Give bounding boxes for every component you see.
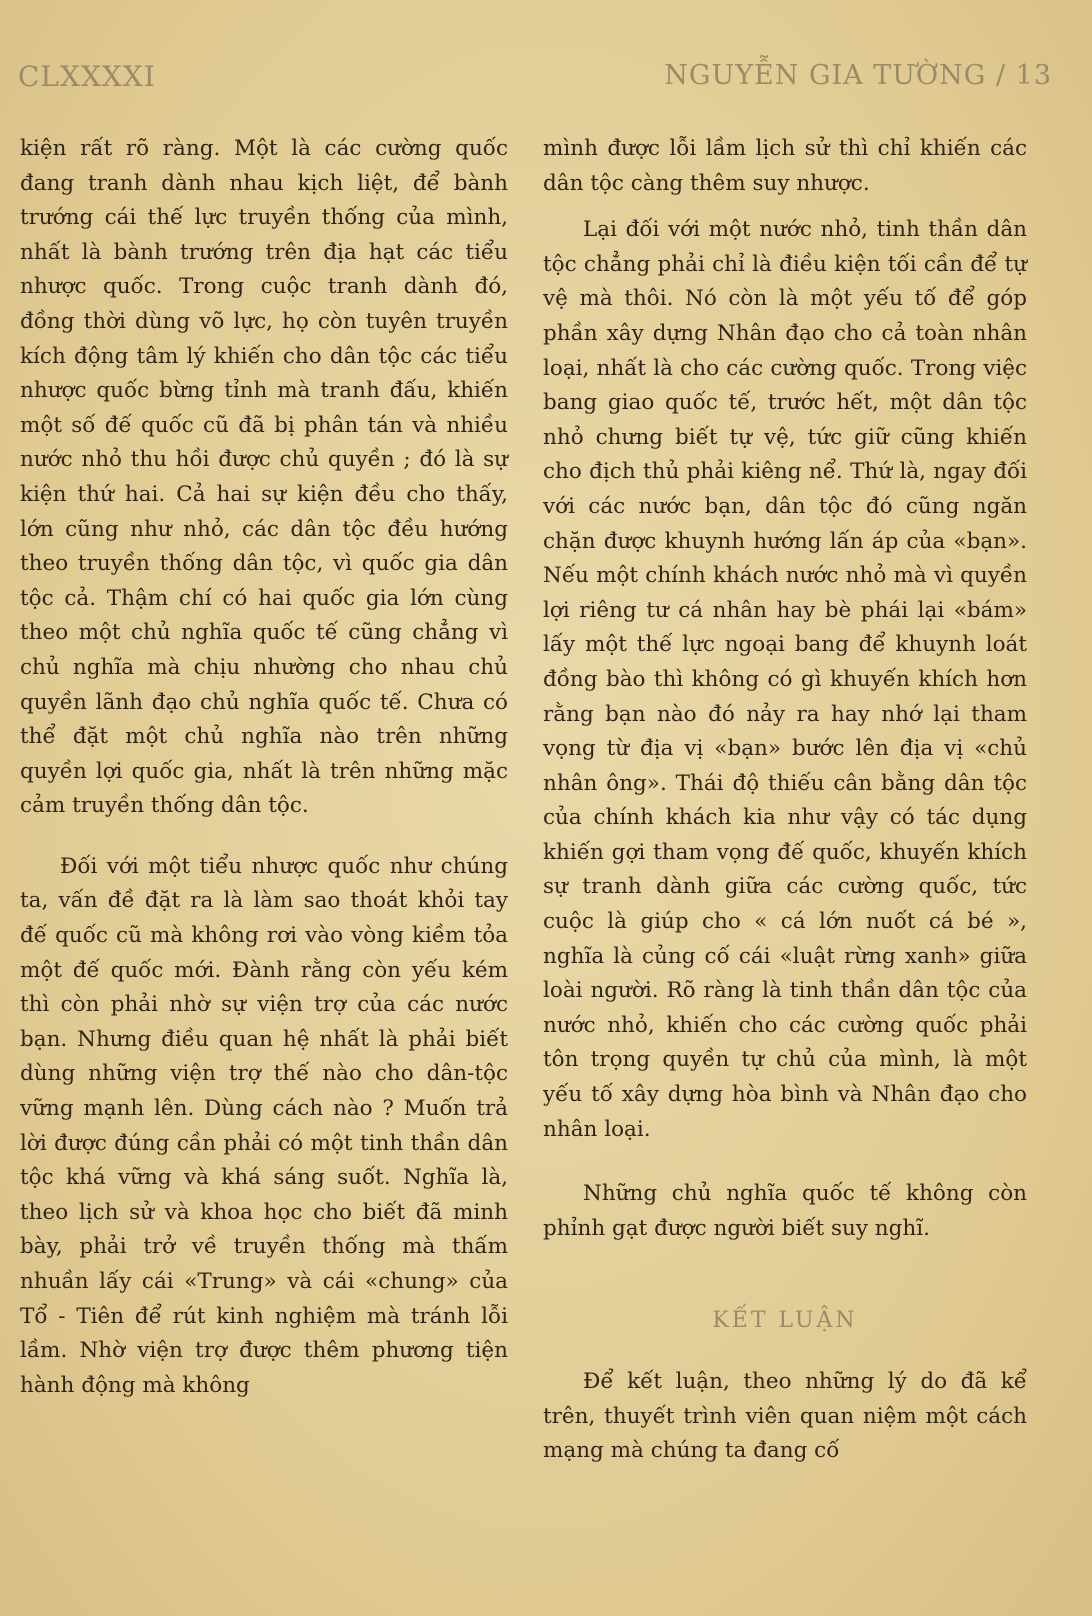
paragraph: mình được lỗi lầm lịch sử thì chỉ khiến các dân tộc càng thêm suy nhược. [543,136,1027,196]
left-column [20,132,508,1403]
right-column [543,132,1027,1469]
header-left: CLXXXXI [18,60,156,93]
paragraph: Lại đối với một nước nhỏ, tinh thần dân tộc chẳng phải chỉ là điều kiện tối cần để tự vệ mà thôi. Nó còn là một yếu tố để góp phần xây dựng Nhân đạo cho cả toàn nhân loại, nhất là cho các cường quốc. Trong việc bang giao quốc tế, trước hết, một dân tộc nhỏ chưng biết tự vệ, tức giữ cũng khiến cho địch thủ phải kiêng nể. Thứ là, ngay đối với các nước bạn, dân tộc đó cũng ngăn chặn được khuynh hướng lấn áp của «bạn». Nếu một chính khách nước nhỏ mà vì quyền lợi riêng tư cá nhân hay bè phái lại «bám» lấy một thế lực ngoại bang để khuynh loát đồng bào thì không có gì khuyến khích hơn rằng bạn nào đó nảy ra hay nhớ lại tham vọng từ địa vị «bạn» bước lên địa vị «chủ nhân ông». Thái độ thiếu cân bằng dân tộc của chính khách kia như vậy có tác dụng khiến gợi tham vọng đế quốc, khuyến khích sự tranh dành giữa các cường quốc, tức cuộc là giúp cho « cá lớn nuốt cá bé », nghĩa là củng cố cái «luật rừng xanh» giữa loài người. Rõ ràng là tinh thần dân tộc của nước nhỏ, khiến cho các cường quốc phải tôn trọng quyền tự chủ của mình, là một yếu tố xây dựng hòa bình và Nhân đạo cho nhân loại. [543,217,1027,1142]
section-title: KẾT LUẬN [712,1308,858,1334]
paragraph: kiện rất rõ ràng. Một là các cường quốc đang tranh dành nhau kịch liệt, để bành trướng cái thế lực truyền thống của mình, nhất là bành trướng trên địa hạt các tiểu nhược quốc. Trong cuộc tranh dành đó, đồng thời dùng võ lực, họ còn tuyên truyền kích động tâm lý khiến cho dân tộc các tiểu nhược quốc bừng tỉnh mà tranh đấu, khiến một số đế quốc cũ đã bị phân tán và nhiều nước nhỏ thu hồi được chủ quyền ; đó là sự kiện thứ hai. Cả hai sự kiện đều cho thấy, lớn cũng như nhỏ, các dân tộc đều hướng theo truyền thống dân tộc, vì quốc gia dân tộc cả. Thậm chí có hai quốc gia lớn cùng theo một chủ nghĩa quốc tế cũng chẳng vì chủ nghĩa mà chịu nhường cho nhau chủ quyền lãnh đạo chủ nghĩa quốc tế. Chưa có thể đặt một chủ nghĩa nào trên những quyền lợi quốc gia, nhất là trên những mặc cảm truyền thống dân tộc. [20,136,508,819]
paragraph: Những chủ nghĩa quốc tế không còn phỉnh gạt được người biết suy nghĩ. [543,1181,1027,1241]
paragraph: Đối với một tiểu nhược quốc như chúng ta, vấn đề đặt ra là làm sao thoát khỏi tay đế quốc cũ mà không rơi vào vòng kiềm tỏa một đế quốc mới. Đành rằng còn yếu kém thì còn phải nhờ sự viện trợ của các nước bạn. Nhưng điều quan hệ nhất là phải biết dùng những viện trợ thế nào cho dân-tộc vững mạnh lên. Dùng cách nào ? Muốn trả lời được đúng cần phải có một tinh thần dân tộc khá vững và khá sáng suốt. Nghĩa là, theo lịch sử và khoa học cho biết đã minh bày, phải trở về truyền thống mà thấm nhuần lấy cái «Trung» và cái «chung» của Tổ - Tiên để rút kinh nghiệm mà tránh lỗi lầm. Nhờ viện trợ được thêm phương tiện hành động mà không [20,853,508,1398]
paragraph: Để kết luận, theo những lý do đã kể trên, thuyết trình viên quan niệm một cách mạng mà chúng ta đang cố [543,1369,1027,1464]
header-right: NGUYỄN GIA TƯỜNG / 13 [664,60,1052,91]
running-header [18,52,1052,112]
